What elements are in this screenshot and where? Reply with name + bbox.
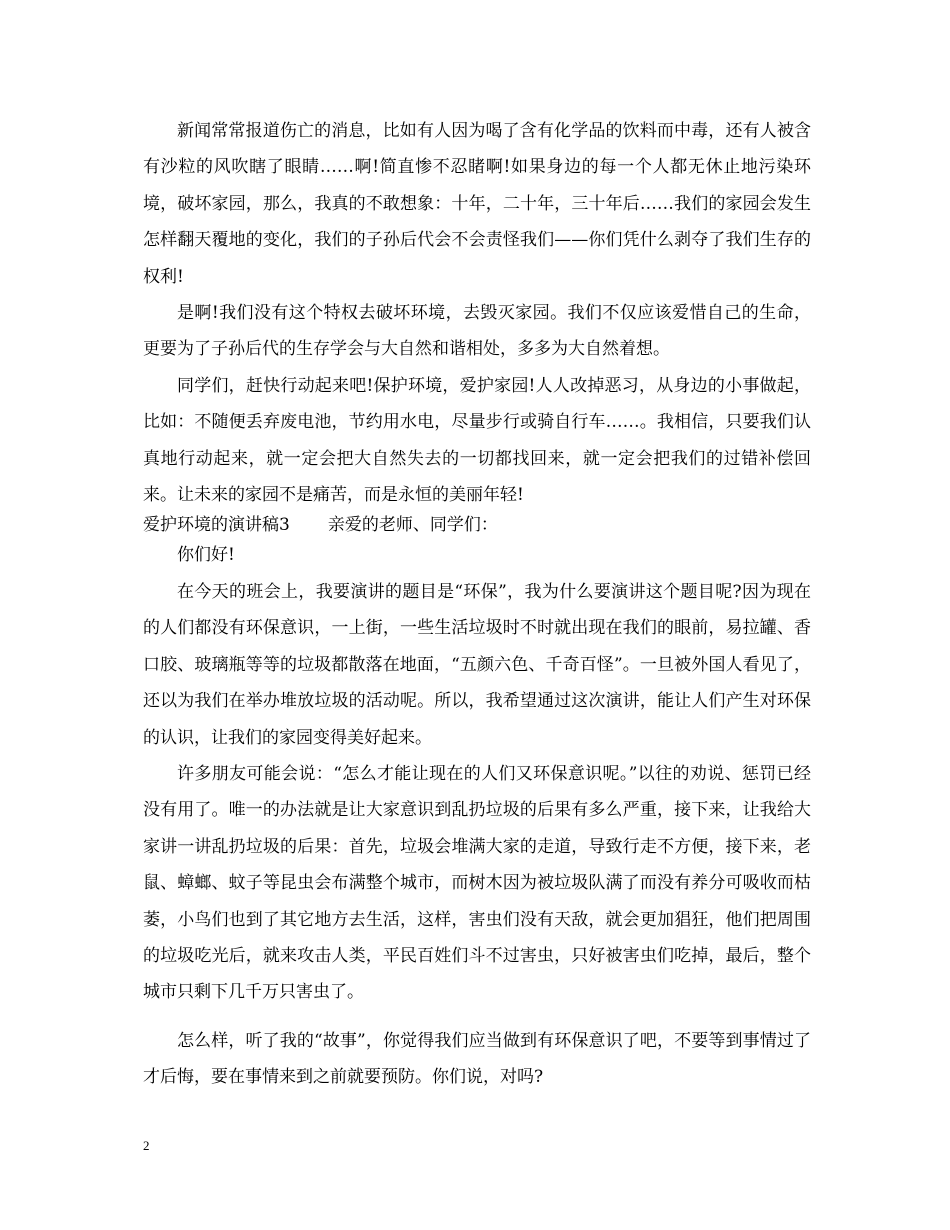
speech-title: 爱护环境的演讲稿3 xyxy=(143,515,290,536)
speech-salutation: 亲爱的老师、同学们： xyxy=(327,515,498,536)
page-number: 2 xyxy=(143,1138,150,1153)
paragraph-no-privilege: 是啊!我们没有这个特权去破坏环境，去毁灭家园。我们不仅应该爱惜自己的生命，更要为了子孙后代的生存学会与大自然和谐相处，多多为大自然着想。 xyxy=(143,303,811,360)
paragraph-consequences: 许多朋友可能会说：“怎么才能让现在的人们又环保意识呢。”以往的劝说、惩罚已经没有用了。唯一的办法就是让大家意识到乱扔垃圾的后果有多么严重，接下来，让我给大家讲一讲乱扔垃圾的后果：首先，垃圾会堆满大家的走道，导致行走不方便，接下来，老鼠、蟑螂、蚊子等昆虫会布满整个城市，而树木因为被垃圾队满了而没有养分可吸收而枯萎，小鸟们也到了其它地方去生活，这样，害虫们没有天敌，就会更加猖狂，他们把周围的垃圾吃光后，就来攻击人类，平民百姓们斗不过害虫，只好被害虫们吃掉，最后，整个城市只剩下几千万只害虫了。 xyxy=(143,763,811,1003)
speech-greeting: 你们好! xyxy=(177,545,235,566)
paragraph-conclusion: 怎么样，听了我的“故事”，你觉得我们应当做到有环保意识了吧，不要等到事情过了才后悔，要在事情来到之前就要预防。你们说，对吗? xyxy=(143,1030,811,1088)
paragraph-call-to-action: 同学们，赶快行动起来吧!保护环境，爱护家园!人人改掉恶习，从身边的小事做起，比如：不随便丢弃废电池，节约用水电，尽量步行或骑自行车……。我相信，只要我们认真地行动起来，就一定会把大自然失去的一切都找回来，就一定会把我们的过错补偿回来。让未来的家园不是痛苦，而是永恒的美丽年轻! xyxy=(143,375,811,506)
paragraph-news: 新闻常常报道伤亡的消息，比如有人因为喝了含有化学品的饮料而中毒，还有人被含有沙粒的风吹瞎了眼睛……啊!简直惨不忍睹啊!如果身边的每一个人都无休止地污染环境，破坏家园，那么，我真的不敢想象：十年，二十年，三十年后……我们的家园会发生怎样翻天覆地的变化，我们的子孙后代会不会责怪我们——你们凭什么剥夺了我们生存的权利! xyxy=(143,121,811,287)
paragraph-topic-intro: 在今天的班会上，我要演讲的题目是“环保”，我为什么要演讲这个题目呢?因为现在的人们都没有环保意识，一上街，一些生活垃圾时不时就出现在我们的眼前，易拉罐、香口胶、玻璃瓶等等的垃圾都散落在地面，“五颜六色、千奇百怪”。一旦被外国人看见了，还以为我们在举办堆放垃圾的活动呢。所以，我希望通过这次演讲，能让人们产生对环保的认识，让我们的家园变得美好起来。 xyxy=(143,581,811,748)
document-body xyxy=(143,113,811,1096)
speech-heading-line xyxy=(143,513,811,537)
